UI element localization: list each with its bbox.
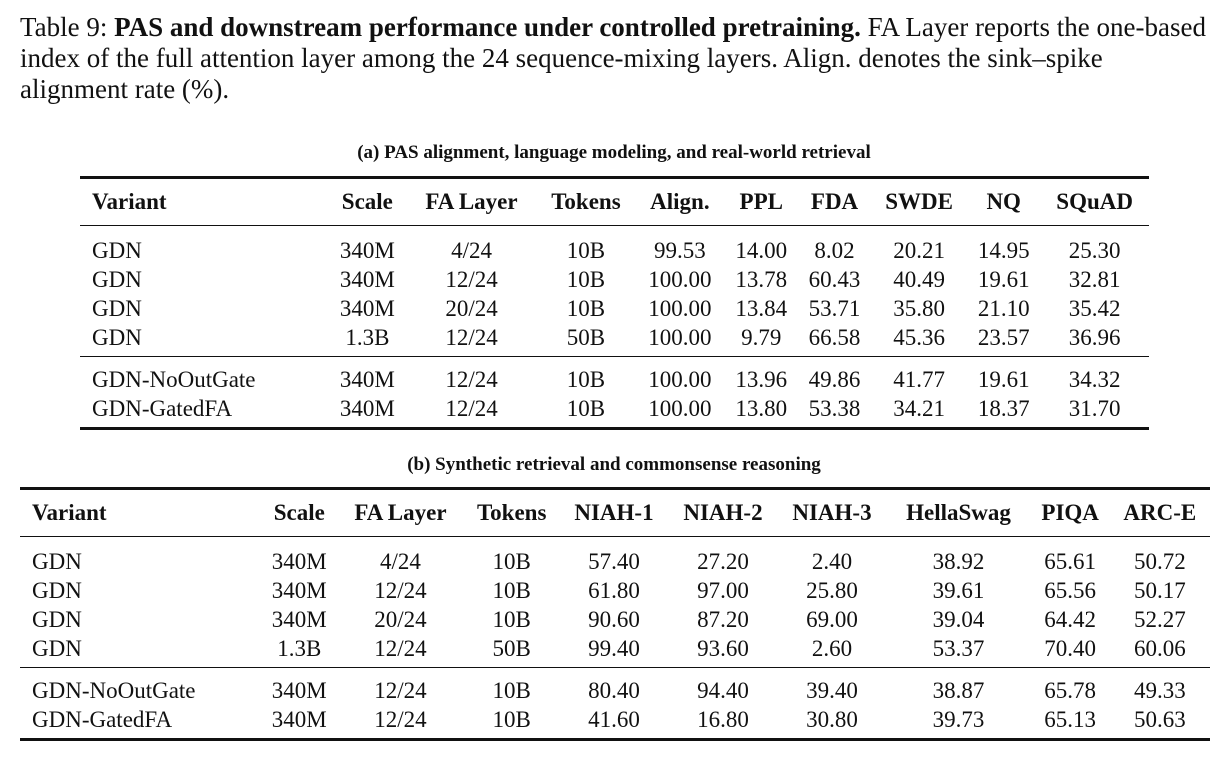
table-cell: 69.00 xyxy=(806,606,858,632)
table-cell: 10B xyxy=(492,606,531,632)
table-cell: 4/24 xyxy=(451,237,492,263)
table-cell: 20/24 xyxy=(445,295,498,321)
column-header: NIAH-3 xyxy=(792,500,872,525)
column-header: NIAH-2 xyxy=(683,500,763,525)
column-header: NIAH-1 xyxy=(574,500,654,525)
column-header: PPL xyxy=(739,189,783,214)
table-cell: 25.80 xyxy=(806,577,858,603)
column-header: Variant xyxy=(92,189,167,214)
column-header: Tokens xyxy=(476,500,547,525)
row-group xyxy=(20,668,1210,740)
table-cell: 12/24 xyxy=(445,266,498,292)
table-cell: 38.92 xyxy=(932,548,985,574)
table-cell: 13.80 xyxy=(735,395,788,421)
variant-cell: GDN xyxy=(92,266,142,292)
table-cell: 49.86 xyxy=(808,366,861,392)
header-row xyxy=(20,489,1210,537)
table-cell: 65.56 xyxy=(1044,577,1097,603)
table-cell: 19.61 xyxy=(977,366,1030,392)
table-cell: 35.80 xyxy=(893,295,945,321)
table-cell: 34.32 xyxy=(1068,366,1121,392)
table-row xyxy=(20,537,1210,577)
variant-cell: GDN xyxy=(32,606,82,632)
table-cell: 39.04 xyxy=(932,606,985,632)
table-cell: 30.80 xyxy=(806,706,858,732)
table-cell: 10B xyxy=(566,295,606,321)
table-cell: 10B xyxy=(566,266,606,292)
table-cell: 10B xyxy=(492,677,531,703)
table-cell: 12/24 xyxy=(445,395,498,421)
table-cell: 61.80 xyxy=(588,577,640,603)
table-cell: 8.02 xyxy=(814,237,855,263)
table-cell: 80.40 xyxy=(588,677,640,703)
table-cell: 340M xyxy=(271,548,327,574)
table-cell: 2.60 xyxy=(811,635,853,661)
table-cell: 39.40 xyxy=(806,677,858,703)
table-cell: 49.33 xyxy=(1133,677,1186,703)
table-cell: 64.42 xyxy=(1044,606,1097,632)
column-header: NQ xyxy=(986,189,1021,214)
table-cell: 70.40 xyxy=(1044,635,1097,661)
table-cell: 31.70 xyxy=(1068,395,1121,421)
table-cell: 53.38 xyxy=(808,395,861,421)
table-cell: 9.79 xyxy=(741,324,782,350)
table-cell: 65.61 xyxy=(1044,548,1097,574)
table-cell: 90.60 xyxy=(588,606,640,632)
table-cell: 99.53 xyxy=(654,237,706,263)
table-cell: 10B xyxy=(566,366,606,392)
column-header: Tokens xyxy=(551,189,621,214)
table-cell: 12/24 xyxy=(445,366,498,392)
table-cell: 20.21 xyxy=(893,237,945,263)
table-cell: 18.37 xyxy=(977,395,1030,421)
table-cell: 13.96 xyxy=(735,366,788,392)
table-row xyxy=(80,226,1149,266)
table-cell: 34.21 xyxy=(893,395,945,421)
table-cell: 12/24 xyxy=(374,577,427,603)
table-cell: 50B xyxy=(492,635,531,661)
table-cell: 4/24 xyxy=(380,548,421,574)
table-row xyxy=(80,323,1149,357)
table-cell: 12/24 xyxy=(374,635,427,661)
column-header: SQuAD xyxy=(1056,189,1133,214)
table-cell: 39.73 xyxy=(932,706,985,732)
caption-label: Table 9: xyxy=(20,12,108,42)
table-cell: 53.37 xyxy=(932,635,985,661)
table-row xyxy=(80,265,1149,294)
table-row xyxy=(20,705,1210,740)
table-cell: 99.40 xyxy=(588,635,640,661)
table-cell: 100.00 xyxy=(648,266,712,292)
column-header: SWDE xyxy=(885,189,953,214)
variant-cell: GDN-GatedFA xyxy=(92,395,233,421)
table-cell: 36.96 xyxy=(1068,324,1121,350)
subtable-b-caption: (b) Synthetic retrieval and commonsense reasoning xyxy=(407,454,821,475)
table-cell: 13.84 xyxy=(735,295,788,321)
table-row xyxy=(20,668,1210,706)
table-row xyxy=(20,576,1210,605)
subtable-a-caption: (a) PAS alignment, language modeling, and real-world retrieval xyxy=(357,142,871,163)
table-row xyxy=(80,357,1149,395)
table-cell: 10B xyxy=(492,548,531,574)
table-cell: 340M xyxy=(339,366,395,392)
table-cell: 12/24 xyxy=(374,677,427,703)
table-cell: 340M xyxy=(339,266,395,292)
table-cell: 340M xyxy=(271,706,327,732)
table-cell: 10B xyxy=(566,395,606,421)
row-group xyxy=(20,537,1210,668)
variant-cell: GDN-GatedFA xyxy=(32,706,173,732)
table-cell: 32.81 xyxy=(1068,266,1121,292)
table-cell: 87.20 xyxy=(697,606,749,632)
table-cell: 13.78 xyxy=(735,266,788,292)
table-cell: 35.42 xyxy=(1068,295,1121,321)
table-cell: 65.13 xyxy=(1044,706,1097,732)
table-cell: 14.00 xyxy=(735,237,788,263)
table-cell: 10B xyxy=(492,706,531,732)
table-cell: 41.60 xyxy=(588,706,640,732)
column-header: Variant xyxy=(32,500,107,525)
table-cell: 50.72 xyxy=(1133,548,1186,574)
table-row xyxy=(80,294,1149,323)
table-cell: 12/24 xyxy=(374,706,427,732)
variant-cell: GDN-NoOutGate xyxy=(32,677,196,703)
table-cell: 340M xyxy=(271,677,327,703)
table-cell: 100.00 xyxy=(648,395,712,421)
table-cell: 52.27 xyxy=(1133,606,1186,632)
table-cell: 45.36 xyxy=(893,324,945,350)
table-cell: 50.17 xyxy=(1133,577,1186,603)
table-cell: 65.78 xyxy=(1044,677,1097,703)
table-cell: 340M xyxy=(339,295,395,321)
variant-cell: GDN xyxy=(32,548,82,574)
table-cell: 12/24 xyxy=(445,324,498,350)
table-cell: 38.87 xyxy=(932,677,985,703)
variant-cell: GDN xyxy=(32,635,82,661)
table-cell: 40.49 xyxy=(893,266,945,292)
column-header: Align. xyxy=(650,189,710,214)
table-cell: 2.40 xyxy=(811,548,853,574)
table-cell: 60.06 xyxy=(1133,635,1186,661)
variant-cell: GDN-NoOutGate xyxy=(92,366,256,392)
table-cell: 60.43 xyxy=(808,266,861,292)
column-header: FDA xyxy=(810,189,859,214)
table-cell: 100.00 xyxy=(648,295,712,321)
table-cell: 100.00 xyxy=(648,366,712,392)
table-cell: 41.77 xyxy=(893,366,945,392)
table-row xyxy=(80,394,1149,429)
table-cell: 66.58 xyxy=(808,324,861,350)
row-group xyxy=(80,226,1149,357)
table-cell: 53.71 xyxy=(808,295,861,321)
table-cell: 1.3B xyxy=(345,324,390,350)
column-header: FA Layer xyxy=(425,189,518,214)
caption-title: PAS and downstream performance under controlled pretraining. xyxy=(114,12,861,42)
table-cell: 50.63 xyxy=(1133,706,1186,732)
variant-cell: GDN xyxy=(92,324,142,350)
table-cell: 340M xyxy=(271,606,327,632)
table-a xyxy=(80,176,1149,430)
variant-cell: GDN xyxy=(92,237,142,263)
column-header: ARC-E xyxy=(1123,500,1197,525)
table-cell: 19.61 xyxy=(977,266,1030,292)
table-cell: 39.61 xyxy=(932,577,985,603)
table-cell: 16.80 xyxy=(697,706,749,732)
table-cell: 1.3B xyxy=(277,635,322,661)
table-cell: 10B xyxy=(492,577,531,603)
table-cell: 20/24 xyxy=(374,606,427,632)
column-header: PIQA xyxy=(1041,500,1099,525)
table-cell: 340M xyxy=(339,395,395,421)
column-header: FA Layer xyxy=(354,500,447,525)
table-cell: 340M xyxy=(339,237,395,263)
table-row xyxy=(20,605,1210,634)
table-cell: 21.10 xyxy=(977,295,1030,321)
table-cell: 340M xyxy=(271,577,327,603)
table-cell: 57.40 xyxy=(588,548,640,574)
table-b xyxy=(20,487,1210,741)
table-cell: 50B xyxy=(566,324,606,350)
table-cell: 27.20 xyxy=(697,548,749,574)
variant-cell: GDN xyxy=(32,577,82,603)
table-caption xyxy=(20,12,1210,105)
column-header: Scale xyxy=(341,189,393,214)
table-cell: 93.60 xyxy=(697,635,749,661)
table-cell: 14.95 xyxy=(977,237,1030,263)
caption-description: FA Layer reports the one-based index of the full attention layer among the 24 sequence-mixing layers. Align. denotes the sink–spike alignment rate (%). xyxy=(20,12,1206,104)
header-row xyxy=(80,178,1149,226)
table-cell: 97.00 xyxy=(697,577,749,603)
row-group xyxy=(80,357,1149,429)
table-row xyxy=(20,634,1210,668)
column-header: HellaSwag xyxy=(906,500,1011,525)
column-header: Scale xyxy=(273,500,325,525)
table-cell: 25.30 xyxy=(1068,237,1121,263)
variant-cell: GDN xyxy=(92,295,142,321)
table-cell: 94.40 xyxy=(697,677,749,703)
table-cell: 10B xyxy=(566,237,606,263)
table-cell: 23.57 xyxy=(977,324,1030,350)
table-cell: 100.00 xyxy=(648,324,712,350)
